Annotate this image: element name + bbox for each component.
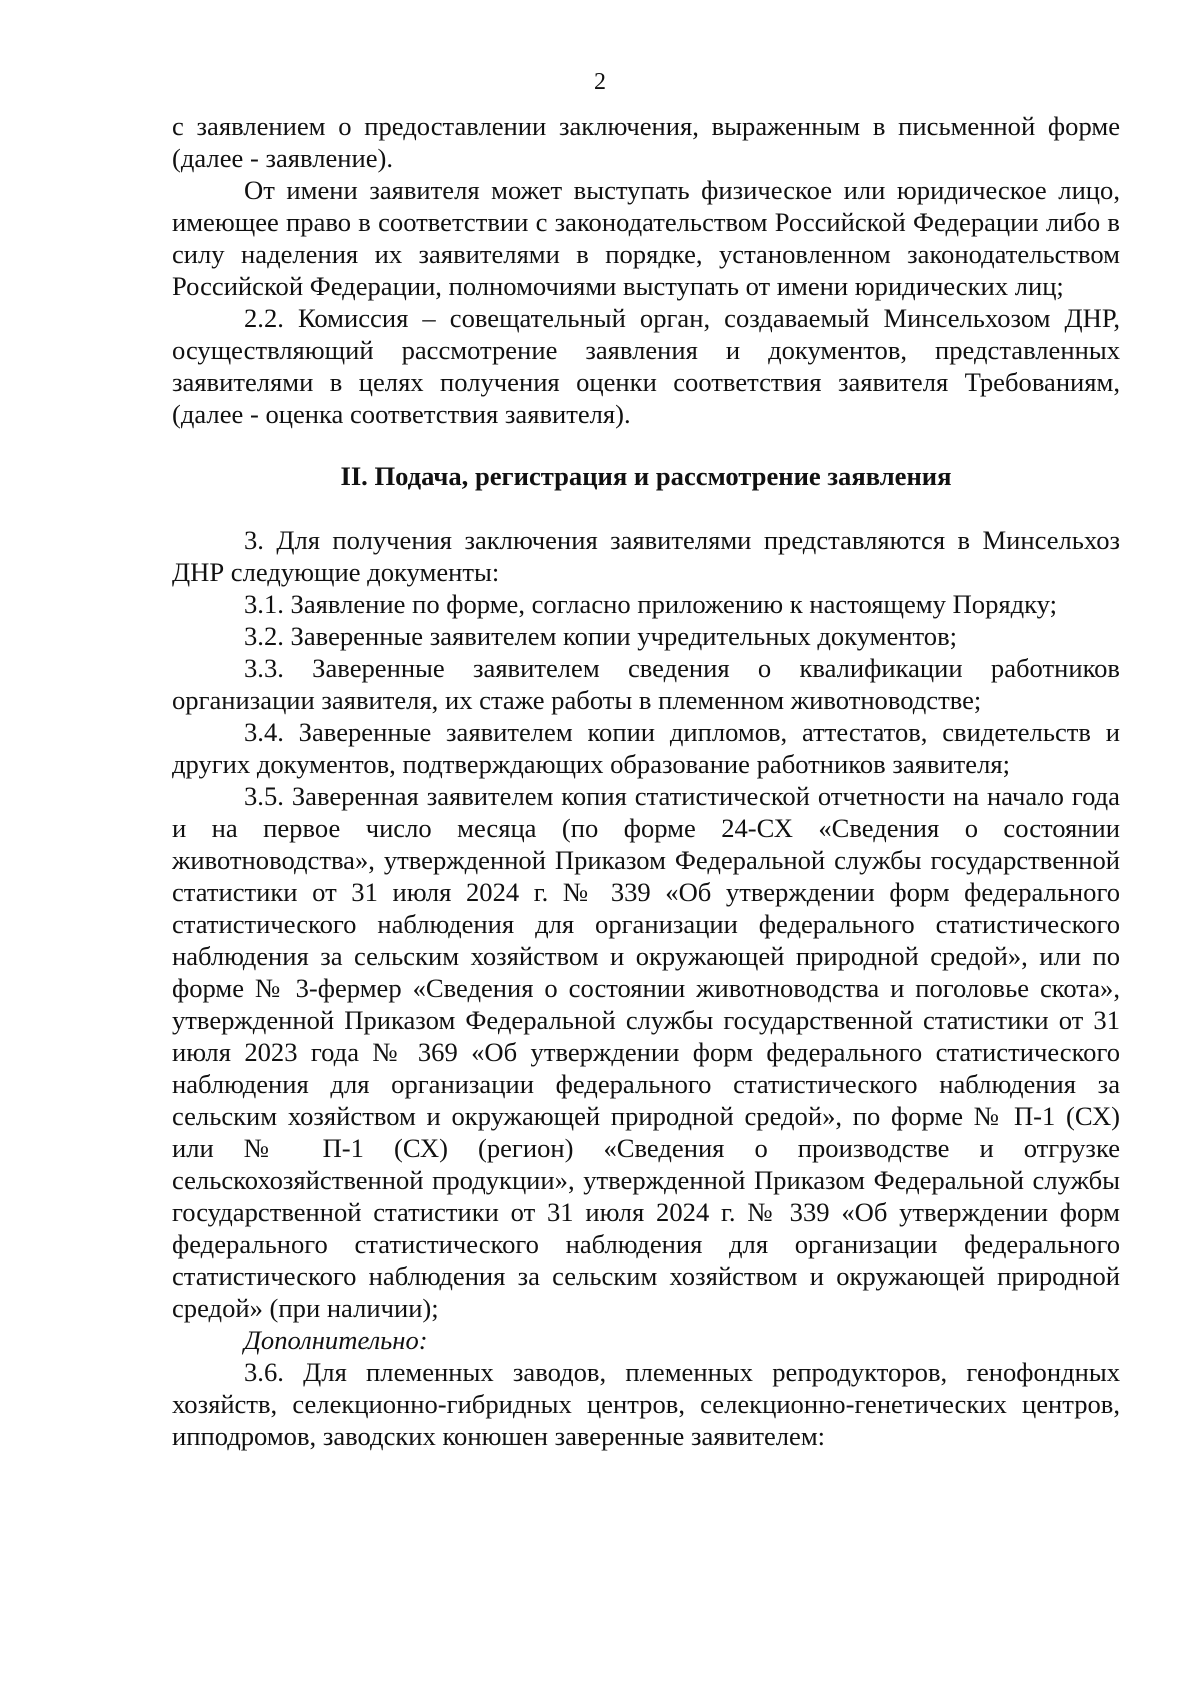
additional-label: Дополнительно: xyxy=(244,1325,428,1355)
paragraph-2-2-commission: 2.2. Комиссия – совещательный орган, создаваемый Минсельхозом ДНР, осуществляющий рассмотрение заявления и документов, представленных заявителями в целях получения оценки соответствия заявителя Требованиям, (далее - оценка соответствия заявителя). xyxy=(172,303,1120,429)
paragraph-3-documents: 3. Для получения заключения заявителями представляются в Минсельхоз ДНР следующие документы: xyxy=(172,525,1120,587)
paragraph-applicant-representative: От имени заявителя может выступать физическое или юридическое лицо, имеющее право в соответствии с законодательством Российской Федерации либо в силу наделения их заявителями в порядке, установленном законодательством Российской Федерации, полномочиями выступать от имени юридических лиц; xyxy=(172,175,1120,301)
page-number: 2 xyxy=(594,69,606,95)
document-body xyxy=(172,110,1120,1452)
paragraph-3-3: 3.3. Заверенные заявителем сведения о квалификации работников организации заявителя, их стаже работы в племенном животноводстве; xyxy=(172,653,1120,715)
paragraph-3-6: 3.6. Для племенных заводов, племенных репродукторов, генофондных хозяйств, селекционно-гибридных центров, селекционно-генетических центров, ипподромов, заводских конюшен заверенные заявителем: xyxy=(172,1357,1120,1451)
section-heading: II. Подача, регистрация и рассмотрение заявления xyxy=(340,461,952,491)
paragraph-3-4: 3.4. Заверенные заявителем копии дипломов, аттестатов, свидетельств и других документов, подтверждающих образование работников заявителя; xyxy=(172,717,1120,779)
paragraph-continuation: с заявлением о предоставлении заключения, выраженным в письменной форме (далее - заявление). xyxy=(172,111,1120,173)
paragraph-3-2: 3.2. Заверенные заявителем копии учредительных документов; xyxy=(244,621,958,651)
paragraph-3-5: 3.5. Заверенная заявителем копия статистической отчетности на начало года и на первое число месяца (по форме 24-СХ «Сведения о состоянии животноводства», утвержденной Приказом Федеральной службы государственной статистики от 31 июля 2024 г. № 339 «Об утверждении форм федерального статистического наблюдения для организации федерального статистического наблюдения за сельским хозяйством и окружающей природной средой», или по форме № 3-фермер «Сведения о состоянии животноводства и поголовье скота», утвержденной Приказом Федеральной службы государственной статистики от 31 июля 2023 года № 369 «Об утверждении форм федерального статистического наблюдения для организации федерального статистического наблюдения за сельским хозяйством и окружающей природной средой», по форме № П-1 (СХ) или № П-1 (СХ) (регион) «Сведения о производстве и отгрузке сельскохозяйственной продукции», утвержденной Приказом Федеральной службы государственной статистики от 31 июля 2024 г. № 339 «Об утверждении форм федерального статистического наблюдения для организации федерального статистического наблюдения за сельским хозяйством и окружающей природной средой» (при наличии); xyxy=(172,781,1120,1323)
paragraph-3-1: 3.1. Заявление по форме, согласно приложению к настоящему Порядку; xyxy=(244,589,1058,619)
